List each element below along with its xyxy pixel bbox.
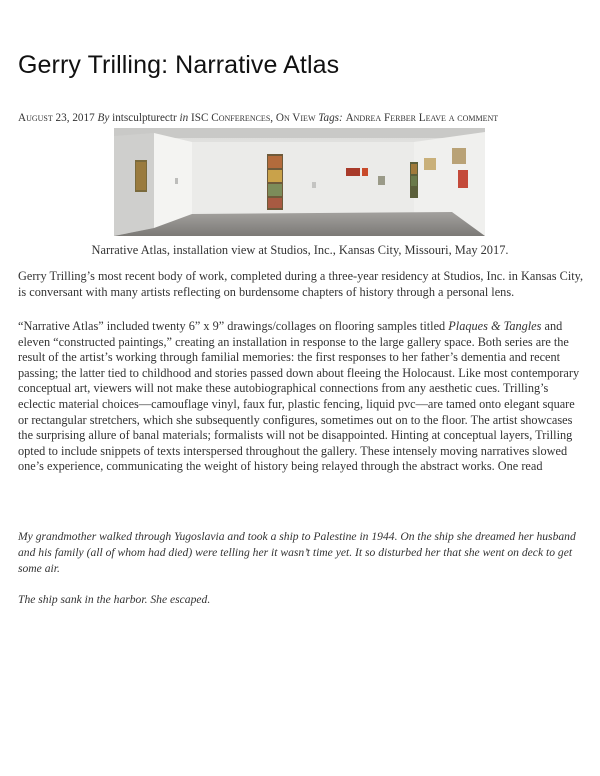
series-title-plaques-tangles: Plaques & Tangles [448, 319, 542, 333]
quote-paragraph-2: The ship sank in the harbor. She escaped. [18, 593, 211, 606]
body-paragraph-1: Gerry Trilling’s most recent body of work, completed during a three-year residency at Studios, Inc. in Kansas City, is conversant with many artists reflecting on burdensome chapters of history through a personal lens. [18, 269, 584, 299]
article-title: Gerry Trilling: Narrative Atlas [18, 51, 340, 79]
installation-photo [114, 128, 485, 236]
body-paragraph-2 [18, 319, 584, 475]
post-date[interactable]: August 23, 2017 [18, 112, 95, 124]
tag-link-andrea-ferber[interactable]: Andrea Ferber [345, 112, 416, 124]
photo-caption: Narrative Atlas, installation view at Studios, Inc., Kansas City, Missouri, May 2017. [91, 243, 509, 257]
category-separator: , [270, 112, 274, 124]
leave-comment-link[interactable]: Leave a comment [418, 112, 499, 124]
tags-label: Tags: [318, 112, 343, 124]
quote-paragraph-1: My grandmother walked through Yugoslavia and took a ship to Palestine in 1944. On the ship she dreamed her husband and his family (all of whom had died) were telling her it wasn’t time yet. It so disturbed her that she went on deck to get some air. [18, 530, 576, 575]
in-label: in [179, 112, 189, 124]
category-link-isc-conferences[interactable]: ISC Conferences [191, 112, 271, 124]
category-link-on-view[interactable]: On View [275, 112, 316, 124]
post-meta [18, 112, 588, 124]
by-label: By [97, 112, 110, 124]
paragraph-2-text-start: “Narrative Atlas” included twenty 6” x 9” drawings/collages on flooring samples titled [18, 319, 449, 333]
paragraph-2-text-rest: and eleven “constructed paintings,” creating an installation in response to the large gallery space. Both series are the result of the artist’s working through familial memories: the first responses to her father’s dementia and recent passing; the latter tied to childhood and stories passed down about fleeing the Holocaust. Like most contemporary conceptual art, viewers will not make these autobiographical connections from any aesthetic cues. Trilling’s eclectic material choices—camouflage vinyl, faux fur, plastic fencing, liquid pvc—are tamed onto elegant square or rectangular stretchers, which she subsequently configures, sometimes out on to the floor. The artist showcases the surprising allure of banal materials; formalists will not be disappointed. Hinting at conceptual layers, Trilling opted to include snippets of texts interspersed throughout the gallery. These intensely moving narratives slowed one’s experience, communicating the weight of history being relayed through the abstract works. One read [18, 319, 580, 474]
author-link[interactable]: intsculpturectr [112, 112, 177, 124]
gallery-photo-graphic [114, 128, 485, 236]
